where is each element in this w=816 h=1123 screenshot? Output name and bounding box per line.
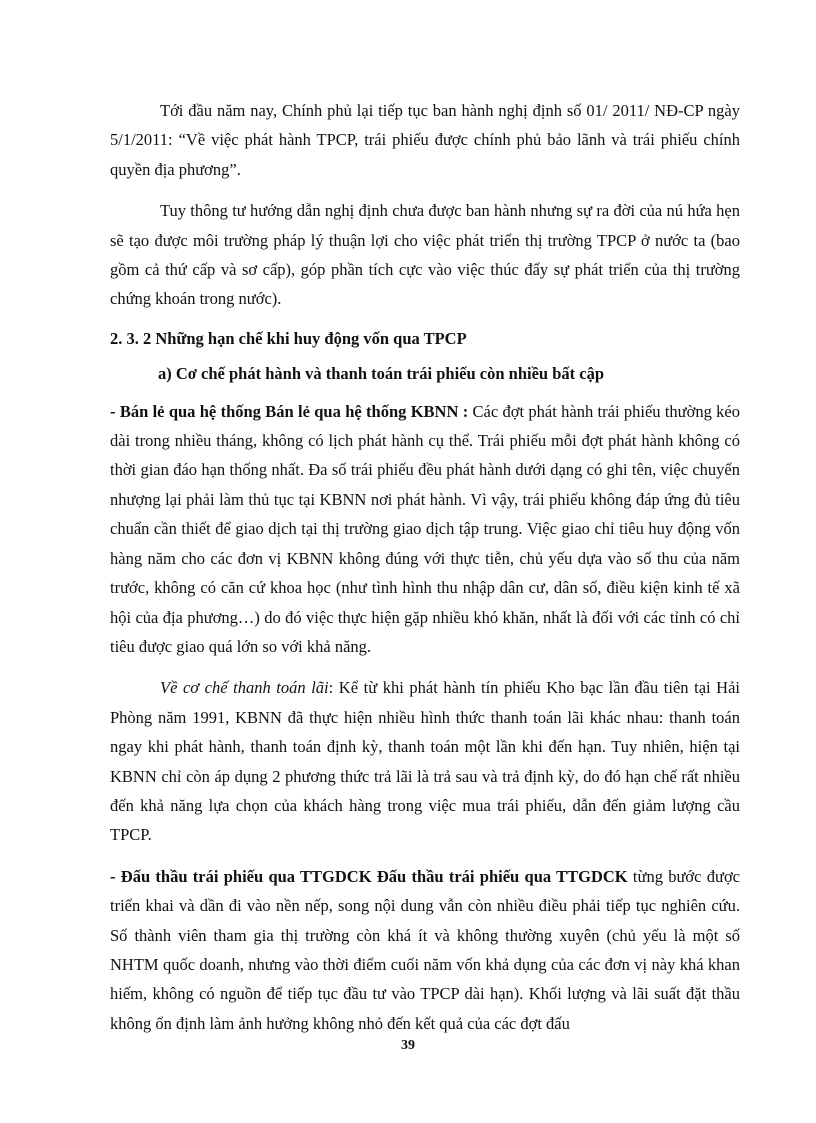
paragraph-interest-payment-body: : Kể từ khi phát hành tín phiếu Kho bạc lần đầu tiên tại Hải Phòng năm 1991, KBNN đã thực hiện nhiều hình thức thanh toán lãi khác nhau: thanh toán ngay khi phát hành, thanh toán định kỳ, thanh toán một lần khi đến hạn. Tuy nhiên, hiện tại KBNN chỉ còn áp dụng 2 phương thức trả lãi là trả sau và trả định kỳ, do đó hạn chế rất nhiều đến khả năng lựa chọn của khách hàng trong việc mua trái phiếu, dẫn đến giảm lượng cầu TPCP. [110,678,741,845]
paragraph-bond-auction-lead: - Đấu thầu trái phiếu qua TTGDCK Đấu thầu trái phiếu qua TTGDCK [110,866,628,886]
paragraph-interest-payment-lead: Về cơ chế thanh toán lãi [160,678,329,698]
subsection-heading: a) Cơ chế phát hành và thanh toán trái phiếu còn nhiều bất cập [158,364,605,384]
paragraph-bond-auction-body: từng bước được triển khai và dần đi vào nền nếp, song nội dung vẫn còn nhiều điều phải tiếp tục nghiên cứu. Số thành viên tham gia thị trường còn khá ít và không thường xuyên (chủ yếu là một số NHTM quốc doanh, nhưng vào thời điểm cuối năm vốn khả dụng của các đơn vị này khá khan hiếm, không có nguồn để tiếp tục đầu tư vào TPCP dài hạn). Khối lượng và lãi suất đặt thầu không ổn định làm ảnh hưởng không nhỏ đến kết quả của các đợt đấu [110,866,740,1033]
paragraph-circular: Tuy thông tư hướng dẫn nghị định chưa được ban hành nhưng sự ra đời của nú hứa hẹn sẽ tạo được môi trường pháp lý thuận lợi cho việc phát triển thị trường TPCP ở nước ta (bao gồm cả thứ cấp và sơ cấp), góp phần tích cực vào việc thúc đẩy sự phát triển của thị trường chứng khoán trong nước). [110,201,740,309]
section-heading: 2. 3. 2 Những hạn chế khi huy động vốn qua TPCP [110,328,467,348]
paragraph-interest-payment [110,673,740,849]
paragraph-retail-sales [110,397,740,662]
page-number: 39 [401,1038,415,1053]
paragraph-bond-auction [110,862,740,1038]
paragraph-retail-sales-body: Các đợt phát hành trái phiếu thường kéo dài trong nhiều tháng, không có lịch phát hành cụ thể. Trái phiếu mỗi đợt phát hành không có thời gian đáo hạn thống nhất. Đa số trái phiếu đều phát hành dưới dạng có ghi tên, việc chuyển nhượng lại phải làm thủ tục tại KBNN nơi phát hành. Vì vậy, trái phiếu không đáp ứng đủ tiêu chuẩn cần thiết để giao dịch tại thị trường giao dịch tập trung. Việc giao chỉ tiêu huy động vốn hàng năm cho các đơn vị KBNN không đúng với thực tiễn, chủ yếu dựa vào số thu của năm trước, không có căn cứ khoa học (như tình hình thu nhập dân cư, dân số, điều kiện kinh tế xã hội của địa phương…) do đó việc thực hiện gặp nhiều khó khăn, nhất là đối với các tỉnh có chỉ tiêu được giao quá lớn so với khả năng. [110,401,740,656]
paragraph-retail-sales-lead: - Bán lẻ qua hệ thống Bán lẻ qua hệ thống KBNN : [110,401,469,421]
document-body [110,96,740,1038]
paragraph-decree: Tới đầu năm nay, Chính phủ lại tiếp tục ban hành nghị định số 01/ 2011/ NĐ-CP ngày 5/1/2011: “Về việc phát hành TPCP, trái phiếu được chính phủ bảo lãnh và trái phiếu chính quyền địa phương”. [110,101,740,179]
